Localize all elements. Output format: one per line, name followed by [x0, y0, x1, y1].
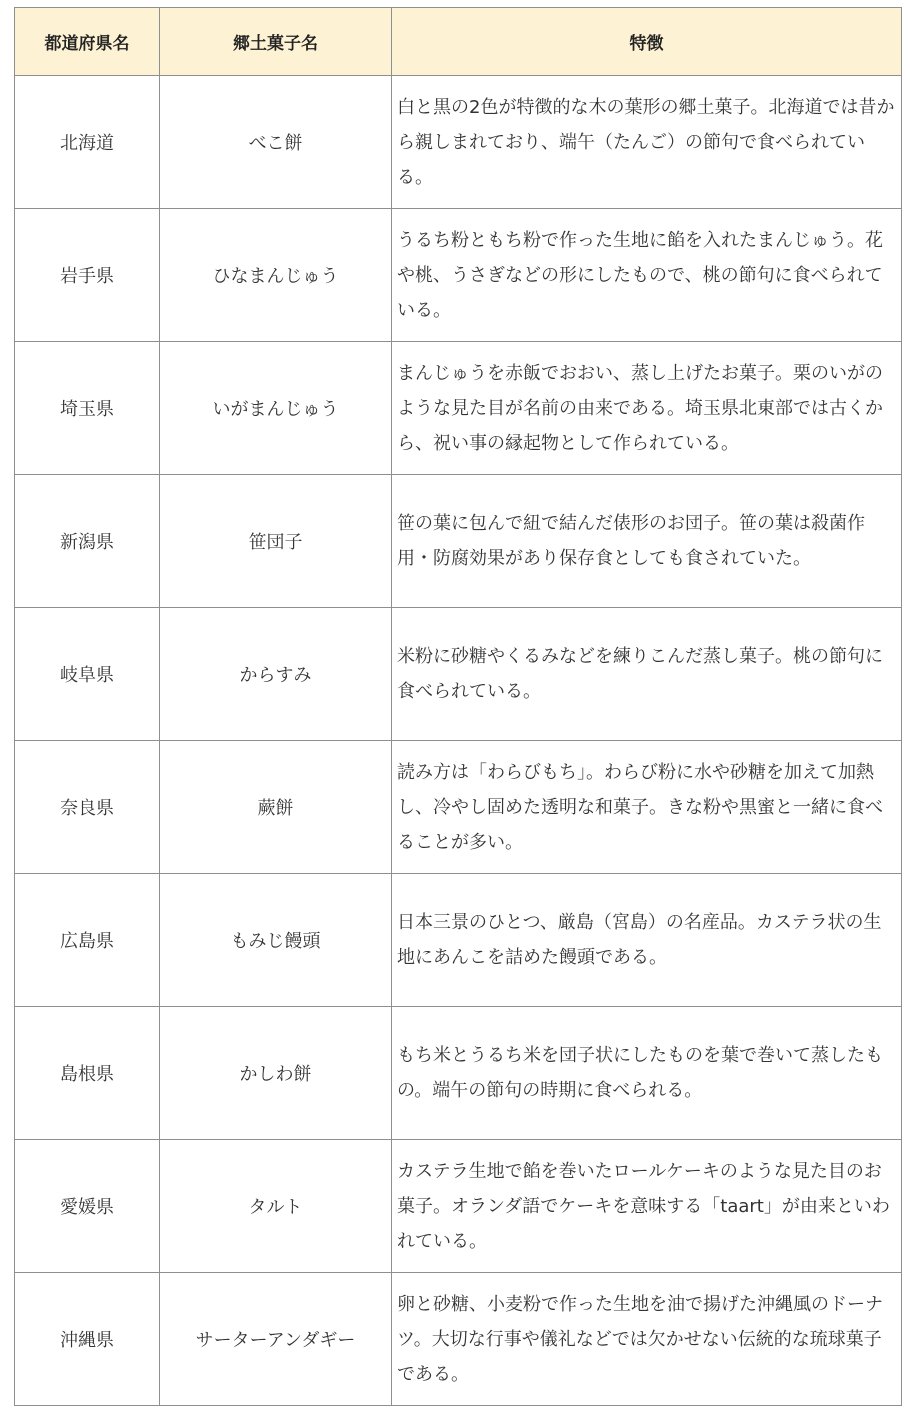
table-row	[15, 741, 902, 874]
header-sweet-name: 郷土菓子名	[160, 8, 392, 76]
table-row	[15, 1007, 902, 1140]
sweet-name-cell: べこ餅	[160, 76, 392, 209]
sweet-name-cell: からすみ	[160, 608, 392, 741]
sweet-name-cell: 笹団子	[160, 475, 392, 608]
sweet-name-cell: もみじ饅頭	[160, 874, 392, 1007]
prefecture-cell: 新潟県	[15, 475, 160, 608]
table-row	[15, 475, 902, 608]
feature-cell: うるち粉ともち粉で作った生地に餡を入れたまんじゅう。花や桃、うさぎなどの形にしたもので、桃の節句に食べられている。	[392, 209, 902, 342]
feature-cell: もち米とうるち米を団子状にしたものを葉で巻いて蒸したもの。端午の節句の時期に食べられる。	[392, 1007, 902, 1140]
sweet-name-cell: ひなまんじゅう	[160, 209, 392, 342]
header-prefecture: 都道府県名	[15, 8, 160, 76]
table-row	[15, 342, 902, 475]
header-feature: 特徴	[392, 8, 902, 76]
feature-cell: 卵と砂糖、小麦粉で作った生地を油で揚げた沖縄風のドーナツ。大切な行事や儀礼などでは欠かせない伝統的な琉球菓子である。	[392, 1273, 902, 1406]
prefecture-cell: 島根県	[15, 1007, 160, 1140]
table-row	[15, 1273, 902, 1406]
feature-cell: 笹の葉に包んで紐で結んだ俵形のお団子。笹の葉は殺菌作用・防腐効果があり保存食としても食されていた。	[392, 475, 902, 608]
feature-cell: 日本三景のひとつ、厳島（宮島）の名産品。カステラ状の生地にあんこを詰めた饅頭である。	[392, 874, 902, 1007]
feature-cell: まんじゅうを赤飯でおおい、蒸し上げたお菓子。栗のいがのような見た目が名前の由来である。埼玉県北東部では古くから、祝い事の縁起物として作られている。	[392, 342, 902, 475]
table-header-row	[15, 8, 902, 76]
sweet-name-cell: タルト	[160, 1140, 392, 1273]
sweet-name-cell: かしわ餅	[160, 1007, 392, 1140]
table-row	[15, 1140, 902, 1273]
sweet-name-cell: サーターアンダギー	[160, 1273, 392, 1406]
table-row	[15, 874, 902, 1007]
prefecture-cell: 愛媛県	[15, 1140, 160, 1273]
feature-cell: 米粉に砂糖やくるみなどを練りこんだ蒸し菓子。桃の節句に食べられている。	[392, 608, 902, 741]
prefecture-cell: 沖縄県	[15, 1273, 160, 1406]
prefecture-cell: 奈良県	[15, 741, 160, 874]
feature-cell: 読み方は「わらびもち」。わらび粉に水や砂糖を加えて加熱し、冷やし固めた透明な和菓子。きな粉や黒蜜と一緒に食べることが多い。	[392, 741, 902, 874]
prefecture-cell: 岐阜県	[15, 608, 160, 741]
feature-cell: カステラ生地で餡を巻いたロールケーキのような見た目のお菓子。オランダ語でケーキを意味する「taart」が由来といわれている。	[392, 1140, 902, 1273]
sweet-name-cell: いがまんじゅう	[160, 342, 392, 475]
sweet-name-cell: 蕨餅	[160, 741, 392, 874]
feature-cell: 白と黒の2色が特徴的な木の葉形の郷土菓子。北海道では昔から親しまれており、端午（たんご）の節句で食べられている。	[392, 76, 902, 209]
table-row	[15, 209, 902, 342]
table-row	[15, 76, 902, 209]
local-sweets-table	[14, 7, 902, 1406]
prefecture-cell: 埼玉県	[15, 342, 160, 475]
prefecture-cell: 広島県	[15, 874, 160, 1007]
prefecture-cell: 岩手県	[15, 209, 160, 342]
prefecture-cell: 北海道	[15, 76, 160, 209]
table-row	[15, 608, 902, 741]
